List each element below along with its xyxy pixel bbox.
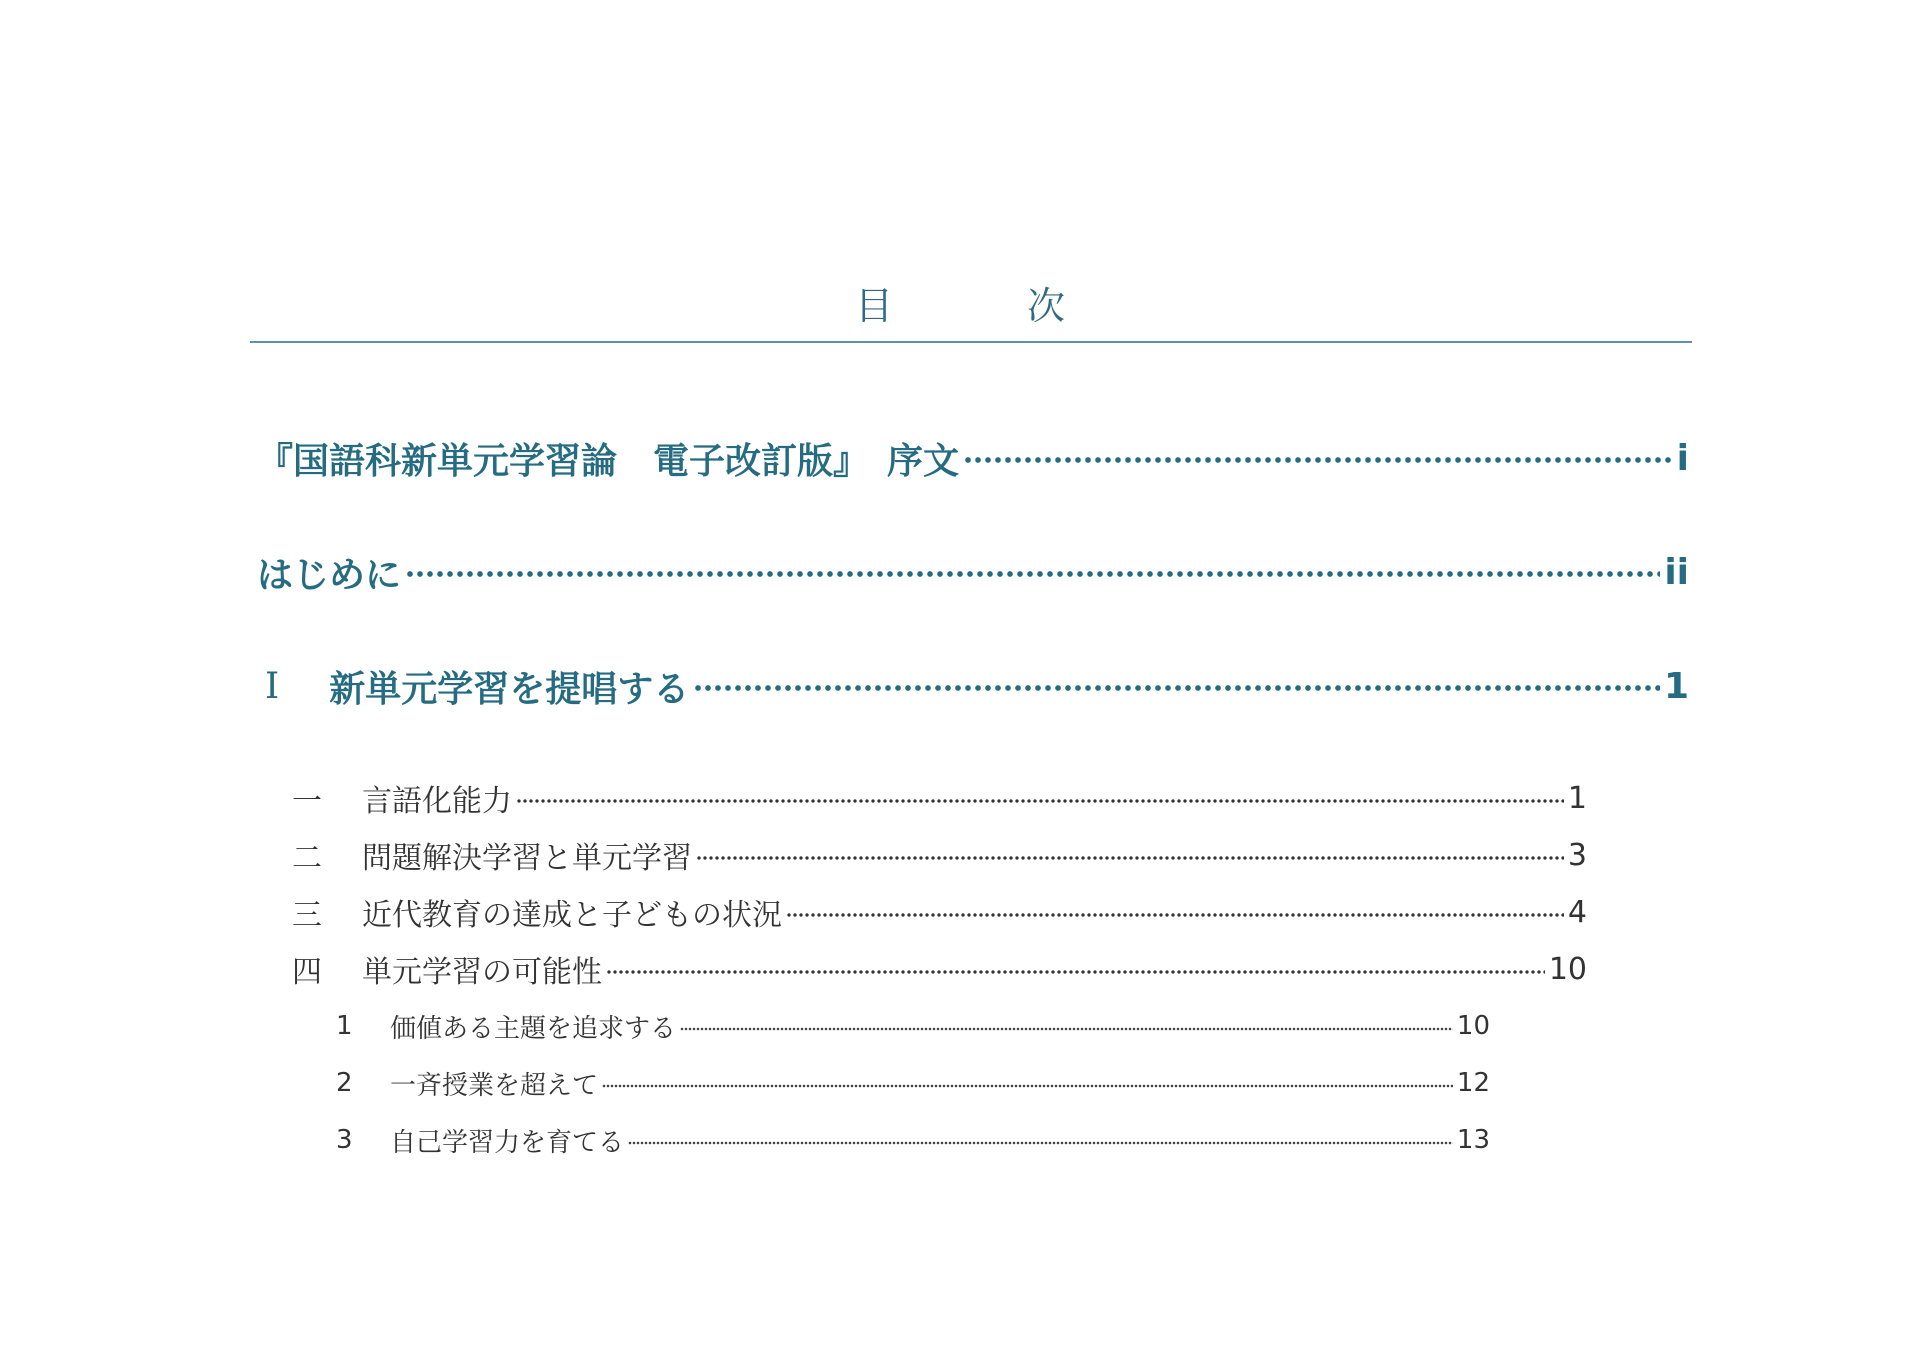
toc-section-label: 問題解決学習と単元学習 <box>362 841 692 876</box>
toc-section-label: 単元学習の可能性 <box>362 955 602 990</box>
toc-subsection-label: 一斉授業を超えて <box>390 1070 599 1101</box>
dot-leader <box>693 684 1660 692</box>
toc-page-number: 1 <box>1663 665 1689 707</box>
toc-page-number: 10 <box>1548 951 1587 987</box>
toc-entry-preface[interactable] <box>257 430 1689 486</box>
section-marker: 四 <box>292 955 322 990</box>
subsection-marker: 2 <box>336 1068 353 1098</box>
toc-page-number: 12 <box>1456 1068 1490 1098</box>
subsection-marker: 3 <box>336 1125 353 1155</box>
toc-subsection-2[interactable] <box>336 1063 1490 1103</box>
toc-entry-label: 『国語科新単元学習論 電子改訂版』 序文 <box>257 440 960 482</box>
section-marker: 一 <box>292 784 322 819</box>
dot-leader <box>602 1084 1453 1088</box>
toc-subsection-label: 価値ある主題を追求する <box>390 1013 677 1044</box>
section-marker: 三 <box>292 898 322 933</box>
toc-subsection-3[interactable] <box>336 1120 1490 1160</box>
dot-leader <box>963 456 1673 464</box>
toc-subsection-label: 自己学習力を育てる <box>390 1127 625 1158</box>
toc-section-label: 言語化能力 <box>362 784 512 819</box>
toc-subsection-1[interactable] <box>336 1006 1490 1046</box>
toc-page-number: 10 <box>1456 1011 1490 1041</box>
toc-page-number: 3 <box>1567 837 1587 873</box>
dot-leader <box>405 570 1660 578</box>
toc-page-number: 13 <box>1456 1125 1490 1155</box>
toc-page-number: i <box>1676 437 1689 479</box>
toc-entry-label: 新単元学習を提唱する <box>329 668 690 710</box>
toc-page-number: 4 <box>1567 894 1587 930</box>
toc-page-number: 1 <box>1567 780 1587 816</box>
toc-page-number: ii <box>1664 551 1689 593</box>
title-divider <box>250 341 1692 343</box>
part-numeral: Ⅰ <box>265 665 280 707</box>
toc-section-2[interactable] <box>292 832 1587 878</box>
page-title: 目 次 <box>854 284 1113 329</box>
dot-leader <box>786 912 1564 918</box>
dot-leader <box>628 1141 1453 1145</box>
toc-entry-label: はじめに <box>257 554 402 596</box>
subsection-marker: 1 <box>336 1011 353 1041</box>
dot-leader <box>696 855 1564 861</box>
toc-section-1[interactable] <box>292 775 1587 821</box>
section-marker: 二 <box>292 841 322 876</box>
dot-leader <box>606 969 1545 975</box>
dot-leader <box>680 1027 1453 1031</box>
toc-entry-part-1[interactable] <box>257 658 1689 714</box>
toc-entry-introduction[interactable] <box>257 544 1689 600</box>
toc-section-3[interactable] <box>292 889 1587 935</box>
toc-section-4[interactable] <box>292 946 1587 992</box>
dot-leader <box>516 798 1564 804</box>
toc-section-label: 近代教育の達成と子どもの状況 <box>362 898 782 933</box>
